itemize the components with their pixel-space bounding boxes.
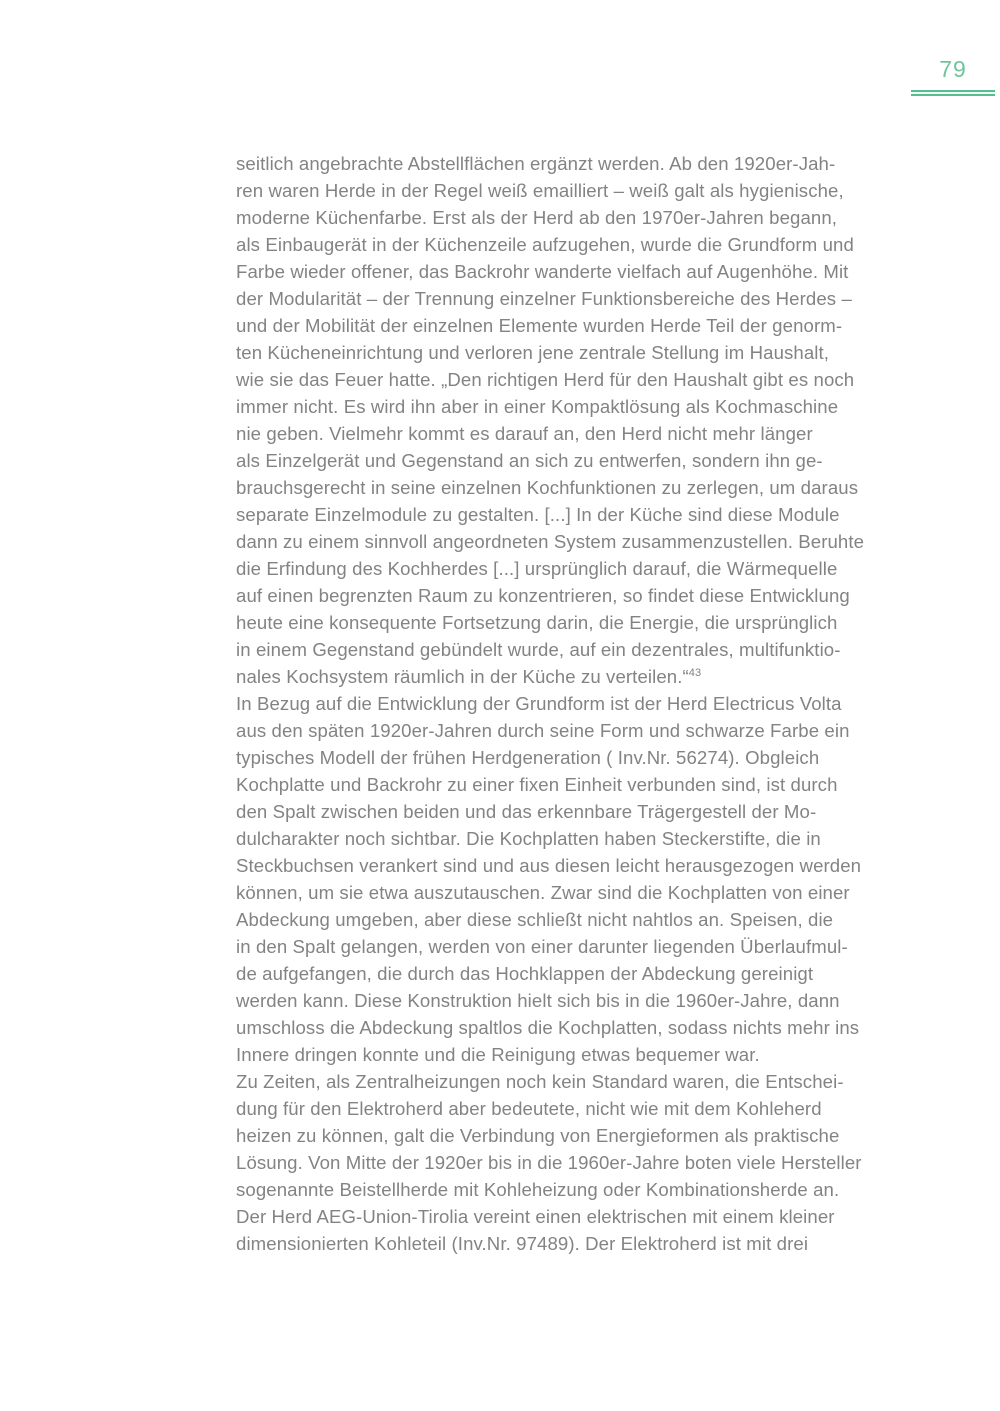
text-line [236, 852, 908, 879]
text-line [236, 744, 908, 771]
page-header [911, 58, 995, 96]
text-line-content: aus den späten 1920er-Jahren durch seine Form und schwarze Farbe ein [236, 720, 850, 741]
text-line-content: Steckbuchsen verankert sind und aus diesen leicht herausgezogen werden [236, 855, 862, 876]
text-line-content: in den Spalt gelangen, werden von einer darunter liegenden Überlaufmul- [236, 936, 848, 957]
text-line-content: werden kann. Diese Konstruktion hielt sich bis in die 1960er-Jahre, dann [236, 990, 840, 1011]
text-line-content: brauchsgerecht in seine einzelnen Kochfunktionen zu zerlegen, um daraus [236, 477, 859, 498]
text-line-content: separate Einzelmodule zu gestalten. [...] In der Küche sind diese Module [236, 504, 840, 525]
text-line-content: nie geben. Vielmehr kommt es darauf an, den Herd nicht mehr länger [236, 423, 813, 444]
text-line-content: heute eine konsequente Fortsetzung darin, die Energie, die ursprünglich [236, 612, 838, 633]
text-line-content: Farbe wieder offener, das Backrohr wanderte vielfach auf Augenhöhe. Mit [236, 261, 849, 282]
text-line [236, 798, 908, 825]
text-line [236, 1176, 908, 1203]
text-line [236, 1203, 908, 1230]
text-line-content: Abdeckung umgeben, aber diese schließt nicht nahtlos an. Speisen, die [236, 909, 834, 930]
text-line-content: dann zu einem sinnvoll angeordneten System zusammenzustellen. Beruhte [236, 531, 865, 552]
text-line [236, 1014, 908, 1041]
text-line [236, 690, 908, 717]
text-line-content: den Spalt zwischen beiden und das erkennbare Trägergestell der Mo- [236, 801, 817, 822]
text-line-content: moderne Küchenfarbe. Erst als der Herd ab den 1970er-Jahren begann, [236, 207, 838, 228]
text-line-content: seitlich angebrachte Abstellflächen ergänzt werden. Ab den 1920er-Jah- [236, 153, 836, 174]
text-line [236, 933, 908, 960]
text-line [236, 555, 908, 582]
body-text [236, 150, 908, 1257]
text-line [236, 258, 908, 285]
text-line [236, 1068, 908, 1095]
text-line-content: umschloss die Abdeckung spaltlos die Kochplatten, sodass nichts mehr ins [236, 1017, 860, 1038]
text-line-content: wie sie das Feuer hatte. „Den richtigen Herd für den Haushalt gibt es noch [236, 369, 855, 390]
footnote-marker: 43 [688, 666, 702, 679]
text-line [236, 663, 908, 690]
text-line-content: ten Kücheneinrichtung und verloren jene zentrale Stellung im Haushalt, [236, 342, 830, 363]
text-line-content: Lösung. Von Mitte der 1920er bis in die 1960er-Jahre boten viele Hersteller [236, 1152, 862, 1173]
text-line-content: dimensionierten Kohleteil (Inv.Nr. 97489). Der Elektroherd ist mit drei [236, 1233, 809, 1254]
text-line-content: sogenannte Beistellherde mit Kohleheizung oder Kombinationsherde an. [236, 1179, 840, 1200]
text-line [236, 1149, 908, 1176]
text-line [236, 204, 908, 231]
text-line [236, 1041, 908, 1068]
text-line [236, 528, 908, 555]
text-line [236, 150, 908, 177]
page-number: 79 [939, 56, 967, 82]
text-line-content: Zu Zeiten, als Zentralheizungen noch kein Standard waren, die Entschei- [236, 1071, 844, 1092]
text-line-content: heizen zu können, galt die Verbindung von Energieformen als praktische [236, 1125, 840, 1146]
text-line-content: dung für den Elektroherd aber bedeutete, nicht wie mit dem Kohleherd [236, 1098, 822, 1119]
text-line-content: dulcharakter noch sichtbar. Die Kochplatten haben Steckerstifte, die in [236, 828, 821, 849]
text-line [236, 636, 908, 663]
text-line-content: der Modularität – der Trennung einzelner Funktionsbereiche des Herdes – [236, 288, 852, 309]
text-line [236, 420, 908, 447]
text-line-content: in einem Gegenstand gebündelt wurde, auf ein dezentrales, multifunktio- [236, 639, 841, 660]
text-line [236, 582, 908, 609]
text-line-content: de aufgefangen, die durch das Hochklappen der Abdeckung gereinigt [236, 963, 814, 984]
text-line-content: nales Kochsystem räumlich in der Küche zu verteilen.“ [236, 666, 689, 687]
text-line [236, 366, 908, 393]
header-rule-divider [911, 90, 995, 96]
text-line-content: ren waren Herde in der Regel weiß emailliert – weiß galt als hygienische, [236, 180, 844, 201]
text-line-content: die Erfindung des Kochherdes [...] ursprünglich darauf, die Wärmequelle [236, 558, 838, 579]
text-line-content: immer nicht. Es wird ihn aber in einer Kompaktlösung als Kochmaschine [236, 396, 839, 417]
text-line [236, 1230, 908, 1257]
text-line [236, 474, 908, 501]
text-line [236, 771, 908, 798]
text-line-content: Der Herd AEG-Union-Tirolia vereint einen elektrischen mit einem kleiner [236, 1206, 835, 1227]
text-line [236, 987, 908, 1014]
text-line [236, 285, 908, 312]
text-line-content: und der Mobilität der einzelnen Elemente wurden Herde Teil der genorm- [236, 315, 843, 336]
text-line [236, 960, 908, 987]
text-line-content: Kochplatte und Backrohr zu einer fixen Einheit verbunden sind, ist durch [236, 774, 838, 795]
text-line [236, 609, 908, 636]
text-line-content: typisches Modell der frühen Herdgeneration ( Inv.Nr. 56274). Obgleich [236, 747, 820, 768]
text-line [236, 717, 908, 744]
text-line [236, 177, 908, 204]
text-line-content: können, um sie etwa auszutauschen. Zwar sind die Kochplatten von einer [236, 882, 850, 903]
text-line-content: als Einbaugerät in der Küchenzeile aufzugehen, wurde die Grundform und [236, 234, 854, 255]
text-line [236, 393, 908, 420]
text-line-content: In Bezug auf die Entwicklung der Grundform ist der Herd Electricus Volta [236, 693, 842, 714]
text-line [236, 231, 908, 258]
text-line [236, 825, 908, 852]
text-line-content: Innere dringen konnte und die Reinigung etwas bequemer war. [236, 1044, 760, 1065]
text-line [236, 1095, 908, 1122]
text-line [236, 501, 908, 528]
text-line [236, 879, 908, 906]
text-line-content: auf einen begrenzten Raum zu konzentrieren, so findet diese Entwicklung [236, 585, 850, 606]
text-line [236, 447, 908, 474]
text-line [236, 312, 908, 339]
text-line [236, 339, 908, 366]
text-line-content: als Einzelgerät und Gegenstand an sich zu entwerfen, sondern ihn ge- [236, 450, 823, 471]
text-line [236, 1122, 908, 1149]
text-line [236, 906, 908, 933]
